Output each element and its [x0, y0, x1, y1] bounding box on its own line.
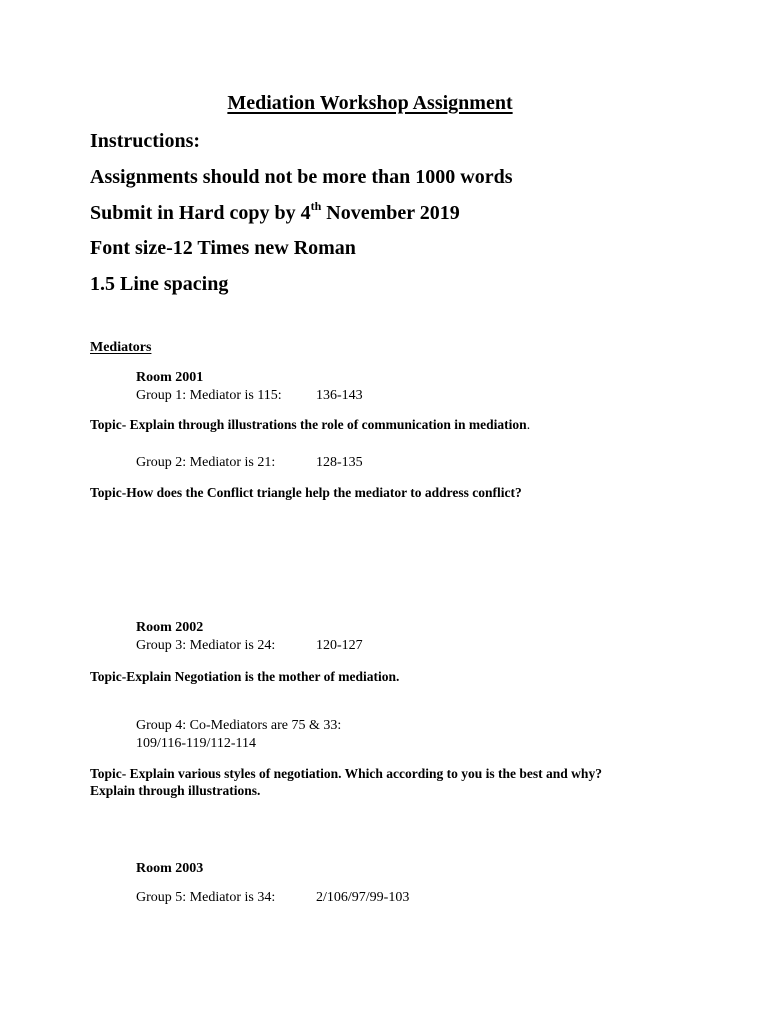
instruction-submission-superscript: th	[310, 199, 322, 213]
group-3-line	[136, 638, 363, 654]
instruction-font-size: Font size-12 Times new Roman	[90, 237, 356, 259]
group-1-line	[136, 388, 363, 404]
group-4-topic-line-1: Topic- Explain various styles of negotiation. Which according to you is the best and why?	[90, 766, 602, 781]
instruction-submission-prefix: Submit in Hard copy by 4	[90, 202, 311, 224]
group-3-topic: Topic-Explain Negotiation is the mother of mediation.	[90, 669, 400, 684]
instruction-submission-suffix: November 2019	[321, 202, 460, 224]
instructions-heading: Instructions:	[90, 130, 201, 152]
group-5-line	[136, 890, 410, 906]
group-1-topic	[90, 417, 530, 433]
group-5-label: Group 5: Mediator is 34:	[136, 890, 276, 905]
room-2001-heading: Room 2001	[136, 370, 204, 385]
instruction-line-spacing: 1.5 Line spacing	[90, 273, 229, 295]
room-2003-heading: Room 2003	[136, 861, 204, 876]
group-2-line	[136, 455, 363, 471]
group-1-numbers: 136-143	[316, 388, 363, 403]
group-1-label: Group 1: Mediator is 115:	[136, 388, 282, 403]
group-3-numbers: 120-127	[316, 638, 363, 653]
group-1-topic-period: .	[526, 417, 531, 432]
group-5-numbers: 2/106/97/99-103	[316, 890, 410, 905]
group-4-numbers: 109/116-119/112-114	[136, 736, 257, 751]
instruction-submission	[90, 199, 460, 225]
group-1-topic-text: Topic- Explain through illustrations the role of communication in mediation	[90, 417, 527, 432]
group-4-label: Group 4: Co-Mediators are 75 & 33:	[136, 718, 342, 733]
section-mediators: Mediators	[90, 340, 152, 355]
group-2-label: Group 2: Mediator is 21:	[136, 455, 276, 470]
group-2-numbers: 128-135	[316, 455, 363, 470]
group-3-label: Group 3: Mediator is 24:	[136, 638, 276, 653]
instruction-word-limit: Assignments should not be more than 1000 words	[90, 166, 513, 188]
group-4-topic-line-2: Explain through illustrations.	[90, 783, 261, 798]
room-2002-heading: Room 2002	[136, 620, 204, 635]
group-2-topic: Topic-How does the Conflict triangle help the mediator to address conflict?	[90, 485, 522, 500]
document-title: Mediation Workshop Assignment	[227, 92, 513, 114]
